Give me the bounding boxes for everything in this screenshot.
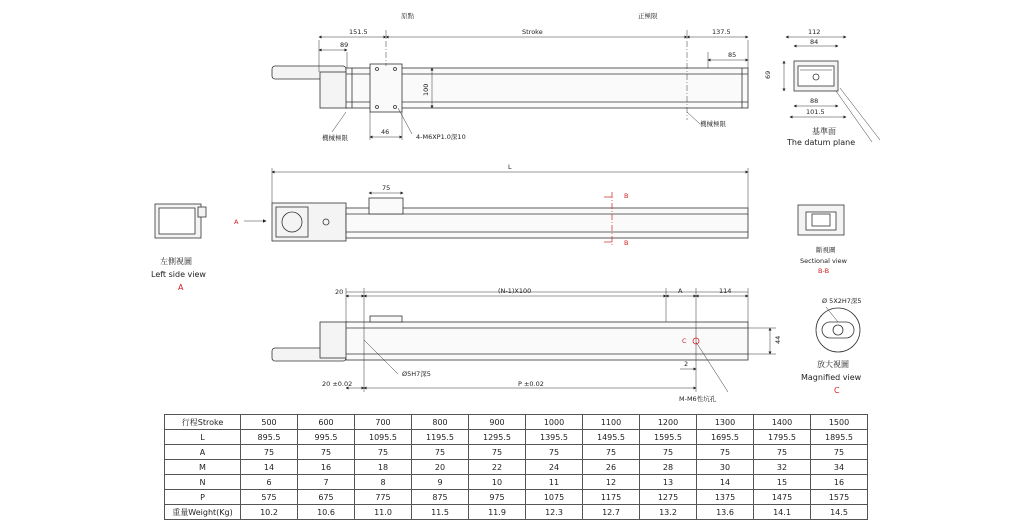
table-cell: 75 [355,445,412,460]
dim-20: 20 [335,288,344,296]
table-row-label: 重量Weight(Kg) [165,505,241,520]
dim-114: 114 [719,287,732,295]
table-cell: 14 [241,460,298,475]
table-cell: 11.9 [469,505,526,520]
dim-L: L [508,163,512,171]
table-cell: 6 [241,475,298,490]
table-cell: 75 [583,445,640,460]
table-cell: 895.5 [241,430,298,445]
front-view [244,168,748,246]
table-cell: 9 [412,475,469,490]
table-cell: 22 [469,460,526,475]
dim-69: 69 [764,70,772,79]
section-mark-bottom: B [624,239,629,247]
table-cell: 7 [298,475,355,490]
table-cell: 30 [697,460,754,475]
dim-89: 89 [340,41,349,49]
table-row [165,475,868,490]
table-row-label: 行程Stroke [165,415,241,430]
left-view-letter: A [178,283,184,292]
table-cell: 75 [412,445,469,460]
magnified-letter: C [834,386,840,395]
table-cell: 1095.5 [355,430,412,445]
dim-85: 85 [728,51,737,59]
datum-title-en: The datum plane [787,138,856,147]
dim-stroke: Stroke [522,28,543,36]
table-cell: 675 [298,490,355,505]
dim-46: 46 [381,128,390,136]
section-title-en: Sectional view [800,257,847,265]
table-cell: 20 [412,460,469,475]
front-rail-body [346,208,748,238]
section-letter: B-B [818,267,830,275]
sectional-view [798,205,844,235]
table-cell: 15 [754,475,811,490]
table-cell: 75 [298,445,355,460]
table-cell: 1275 [640,490,697,505]
dim-44: 44 [774,335,782,344]
view-arrow-a: A [234,218,239,226]
magnified-title-cn: 放大視圖 [817,360,849,369]
table-cell: 800 [412,415,469,430]
table-cell: 75 [241,445,298,460]
table-cell: 13.2 [640,505,697,520]
table-row-label: L [165,430,241,445]
table-cell: 700 [355,415,412,430]
datum-title-cn: 基準面 [812,127,836,136]
dim-84: 84 [810,38,819,46]
table-row [165,490,868,505]
table-cell: 12 [583,475,640,490]
table-cell: 75 [811,445,868,460]
table-cell: 1400 [754,415,811,430]
dim-p-tol: P ±0.02 [518,380,544,388]
table-cell: 1575 [811,490,868,505]
table-cell: 11 [526,475,583,490]
table-cell: 75 [526,445,583,460]
table-cell: 1200 [640,415,697,430]
label-mech-limit-right: 機械極限 [700,120,726,128]
top-carriage [370,64,402,112]
table-cell: 34 [811,460,868,475]
table-cell: 1000 [526,415,583,430]
table-cell: 10.2 [241,505,298,520]
table-cell: 1100 [583,415,640,430]
tap-note: 4-M6XP1.0深10 [416,133,466,141]
table-cell: 1795.5 [754,430,811,445]
table-cell: 1195.5 [412,430,469,445]
table-cell: 1300 [697,415,754,430]
dim-88: 88 [810,97,819,105]
magnified-view [816,307,860,352]
table-cell: 995.5 [298,430,355,445]
dim-151-5: 151.5 [349,28,368,36]
dim-112: 112 [808,28,821,36]
dim-a-bottom: A [678,287,683,295]
dim-75-front: 75 [382,184,391,192]
table-cell: 75 [640,445,697,460]
table-cell: 16 [298,460,355,475]
table-cell: 28 [640,460,697,475]
table-cell: 12.7 [583,505,640,520]
label-positive-limit: 正極限 [638,12,658,20]
table-row-label: M [165,460,241,475]
table-cell: 14 [697,475,754,490]
table-cell: 1175 [583,490,640,505]
table-row-label: A [165,445,241,460]
table-cell: 13.6 [697,505,754,520]
dim-20-tol: 20 ±0.02 [322,380,353,388]
table-cell: 575 [241,490,298,505]
table-cell: 10 [469,475,526,490]
dim-2: 2 [684,360,689,368]
table-cell: 14.5 [811,505,868,520]
table-row [165,445,868,460]
magnified-title-en: Magnified view [801,373,862,382]
table-cell: 1495.5 [583,430,640,445]
table-cell: 11.5 [412,505,469,520]
table-cell: 975 [469,490,526,505]
table-row [165,460,868,475]
magnified-note: Ø 5X2H7深5 [822,297,862,305]
spec-table [164,414,868,520]
table-cell: 8 [355,475,412,490]
table-row [165,505,868,520]
dim-137-5: 137.5 [712,28,731,36]
table-row-label: N [165,475,241,490]
table-cell: 1475 [754,490,811,505]
table-cell: 1375 [697,490,754,505]
table-cell: 26 [583,460,640,475]
section-mark-top: B [624,192,629,200]
table-cell: 12.3 [526,505,583,520]
table-cell: 10.6 [298,505,355,520]
table-cell: 1500 [811,415,868,430]
bolt-hole-note: M-M6性坑孔 [679,395,717,403]
bottom-view [272,288,776,392]
table-cell: 1075 [526,490,583,505]
table-cell: 900 [469,415,526,430]
table-row-label: P [165,490,241,505]
table-row [165,430,868,445]
table-cell: 75 [469,445,526,460]
label-origin: 原點 [401,12,414,20]
table-cell: 1295.5 [469,430,526,445]
left-view-title-cn: 左側視圖 [160,257,192,266]
dim-100: 100 [422,83,430,96]
label-mech-limit-left: 機械極限 [322,134,348,142]
table-cell: 875 [412,490,469,505]
table-cell: 11.0 [355,505,412,520]
dim-101-5: 101.5 [806,108,825,116]
magnified-circle [816,308,860,352]
table-cell: 18 [355,460,412,475]
section-title-cn: 斷視圖 [816,246,836,254]
table-header-row [165,415,868,430]
front-motor-end [272,203,346,241]
table-cell: 75 [754,445,811,460]
table-cell: 14.1 [754,505,811,520]
left-side-view [155,204,206,238]
front-carriage [369,198,403,214]
left-view-title-en: Left side view [151,270,206,279]
table-cell: 500 [241,415,298,430]
dim-pitch: (N-1)X100 [498,287,532,295]
table-cell: 24 [526,460,583,475]
table-cell: 600 [298,415,355,430]
table-cell: 1595.5 [640,430,697,445]
table-cell: 1395.5 [526,430,583,445]
table-cell: 775 [355,490,412,505]
table-cell: 32 [754,460,811,475]
table-cell: 1695.5 [697,430,754,445]
pin-hole-note: Ø5H7深5 [402,370,431,378]
table-cell: 1895.5 [811,430,868,445]
table-cell: 16 [811,475,868,490]
detail-c-letter: C [682,337,687,345]
table-cell: 13 [640,475,697,490]
table-cell: 75 [697,445,754,460]
motor-mount [320,72,348,108]
